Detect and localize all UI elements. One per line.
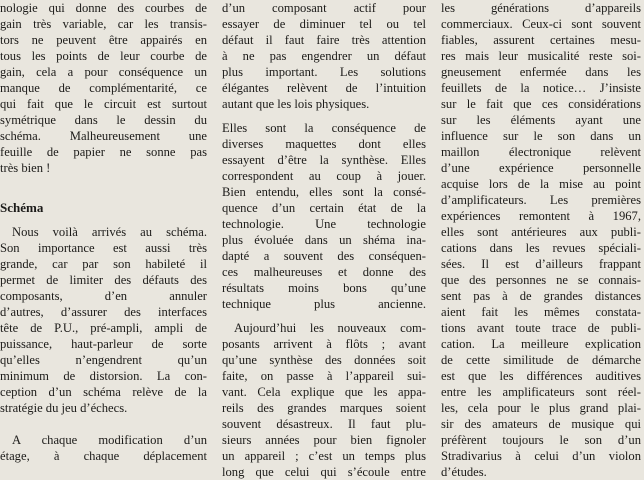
text-line: acquise lors de la mise au point [441,177,641,191]
text-line: tête de P.U., pré-ampli, ampli de [0,321,207,335]
text-line: stratégie du jeu d’échecs. [0,401,128,415]
text-line: res mais leur musicalité reste soi- [441,49,641,63]
text-line: essayent d’être la synthèse. Elles [222,153,426,167]
text-line: qui fait que le circuit est surtout [0,97,207,111]
text-line: Son importance est aussi très [0,241,207,255]
text-line: minimum de distorsion. La con- [0,369,207,383]
text-line: reils des grandes marques soient [222,401,426,415]
text-line: à ne pas engendrer un défaut [222,49,426,63]
text-line: Bien entendu, elles sont la consé- [222,185,426,199]
text-line: essayer de diminuer tel ou tel [222,17,426,31]
paragraph-aujourdhui [222,320,426,480]
text-line: qu’une synthèse des données soit [222,353,426,367]
text-line: maillon électronique relèvent [441,145,641,159]
text-line: très bien ! [0,161,51,175]
text-line: que des personnes ne se connais- [441,273,641,287]
text-line: de cette similitude de démarche [441,353,641,367]
text-line: Nous voilà arrivés au schéma. [12,225,207,239]
text-line: gain, cela a pour conséquence un [0,65,207,79]
text-line: sir des amateurs de musique qui [441,417,641,431]
text-line: technique plus ancienne. [222,297,426,311]
text-line: schéma. Malheureusement une [0,129,207,143]
text-line: permet de limiter des défauts des [0,273,207,287]
text-line: faite, on passe à l’appareil sui- [222,369,426,383]
text-line: les, cela pour le plus grand plai- [441,401,641,415]
text-line: d’autres, d’assurer des interfaces [0,305,207,319]
paragraph-composant-actif [222,0,426,112]
text-line: étage, à chaque déplacement [0,449,207,463]
text-line: diverses maquettes dont elles [222,137,426,151]
text-line: tors ne peuvent être appairés en [0,33,207,47]
text-line: sieurs années pour bien fignoler [222,433,426,447]
text-line: elles sont antérieures aux publi- [441,225,641,239]
text-line: plus évoluée dans un shéma ina- [222,233,426,247]
text-line: feuillets de la notice… J’insiste [441,81,641,95]
text-line: les générations d’appareils [441,1,641,15]
text-line: tous les points de leur courbe de [0,49,207,63]
text-line: vant. Cela explique que les appa- [222,385,426,399]
text-line: fiables, assurent certaines mesu- [441,33,641,47]
text-line: ception d’un schéma relève de la [0,385,207,399]
text-line: plus important. Les solutions [222,65,426,79]
text-line: élégantes relèvent de l’intuition [222,81,426,95]
text-line: grande, car par son habileté il [0,257,207,271]
text-line: d’une expérience personnelle [441,161,641,175]
text-line: symétrique dans le dessin du [0,113,207,127]
paragraph-modification [0,432,207,464]
text-line: ces malheureuses et donne des [222,265,426,279]
column-1 [0,0,207,464]
text-line: nologie qui donne des courbes de [0,1,207,15]
text-line: tions avant toute trace de publi- [441,321,641,335]
text-line: puissance, haut-parleur de sorte [0,337,207,351]
text-line: un appareil ; c’est un temps plus [222,449,426,463]
text-line: Stradivarius à celui d’un violon [441,449,641,463]
text-line: manque de complémentarité, ce [0,81,207,95]
text-line: entre les amplificateurs sont réel- [441,385,641,399]
text-line: d’études. [441,465,487,479]
text-line: gneusement enfermée dans les [441,65,641,79]
paragraph-maquettes [222,120,426,312]
text-line: dapté a souvent des conséquen- [222,249,426,263]
text-line: gain très variable, car les transis- [0,17,207,31]
text-line: sent pas à de grandes distances [441,289,641,303]
text-line: autant que les lois physiques. [222,97,370,111]
text-line: long que celui qui s’écoule entre [222,465,426,479]
text-line: préfèrent toujours le son d’un [441,433,641,447]
column-2 [222,0,426,480]
section-heading-schema: Schéma [0,200,44,215]
text-line: quence d’un certain état de la [222,201,426,215]
text-line: sur les éléments ayant une [441,113,641,127]
text-line: sées. Il est d’ailleurs frappant [441,257,641,271]
text-line: A chaque modification d’un [12,433,207,447]
text-line: qu’elles n’engendrent qu’un [0,353,207,367]
text-line: d’amplificateurs. Les premières [441,193,641,207]
text-line: feuille de papier ne sonne pas [0,145,207,159]
text-line: composants, d’en annuler [0,289,207,303]
text-line: défaut il faut faire très attention [222,33,426,47]
text-line: technologie. Une technologie [222,217,426,231]
text-line: d’un composant actif pour [222,1,426,15]
text-line: sur le fait que ces considérations [441,97,641,111]
paragraph-generations [441,0,641,480]
text-line: correspondent au coup à jouer. [222,169,426,183]
text-line: souvent désastreux. Il faut plu- [222,417,426,431]
paragraph-intro-continued [0,0,207,176]
text-line: Aujourd’hui les nouveaux com- [234,321,426,335]
text-line: commerciaux. Ceux-ci sont souvent [441,17,641,31]
text-line: posants arrivent à flôts ; avant [222,337,426,351]
paragraph-schema [0,224,207,416]
text-line: aient fait les mêmes constata- [441,305,641,319]
text-line: est que les différences auditives [441,369,641,383]
text-line: expériences remontent à 1967, [441,209,641,223]
text-line: résultats moins bons qu’une [222,281,426,295]
text-line: cation. La meilleure explication [441,337,641,351]
text-line: cations dans les revues spéciali- [441,241,641,255]
column-3 [441,0,641,480]
text-line: influence sur le son dans un [441,129,641,143]
text-line: Elles sont la conséquence de [222,121,426,135]
